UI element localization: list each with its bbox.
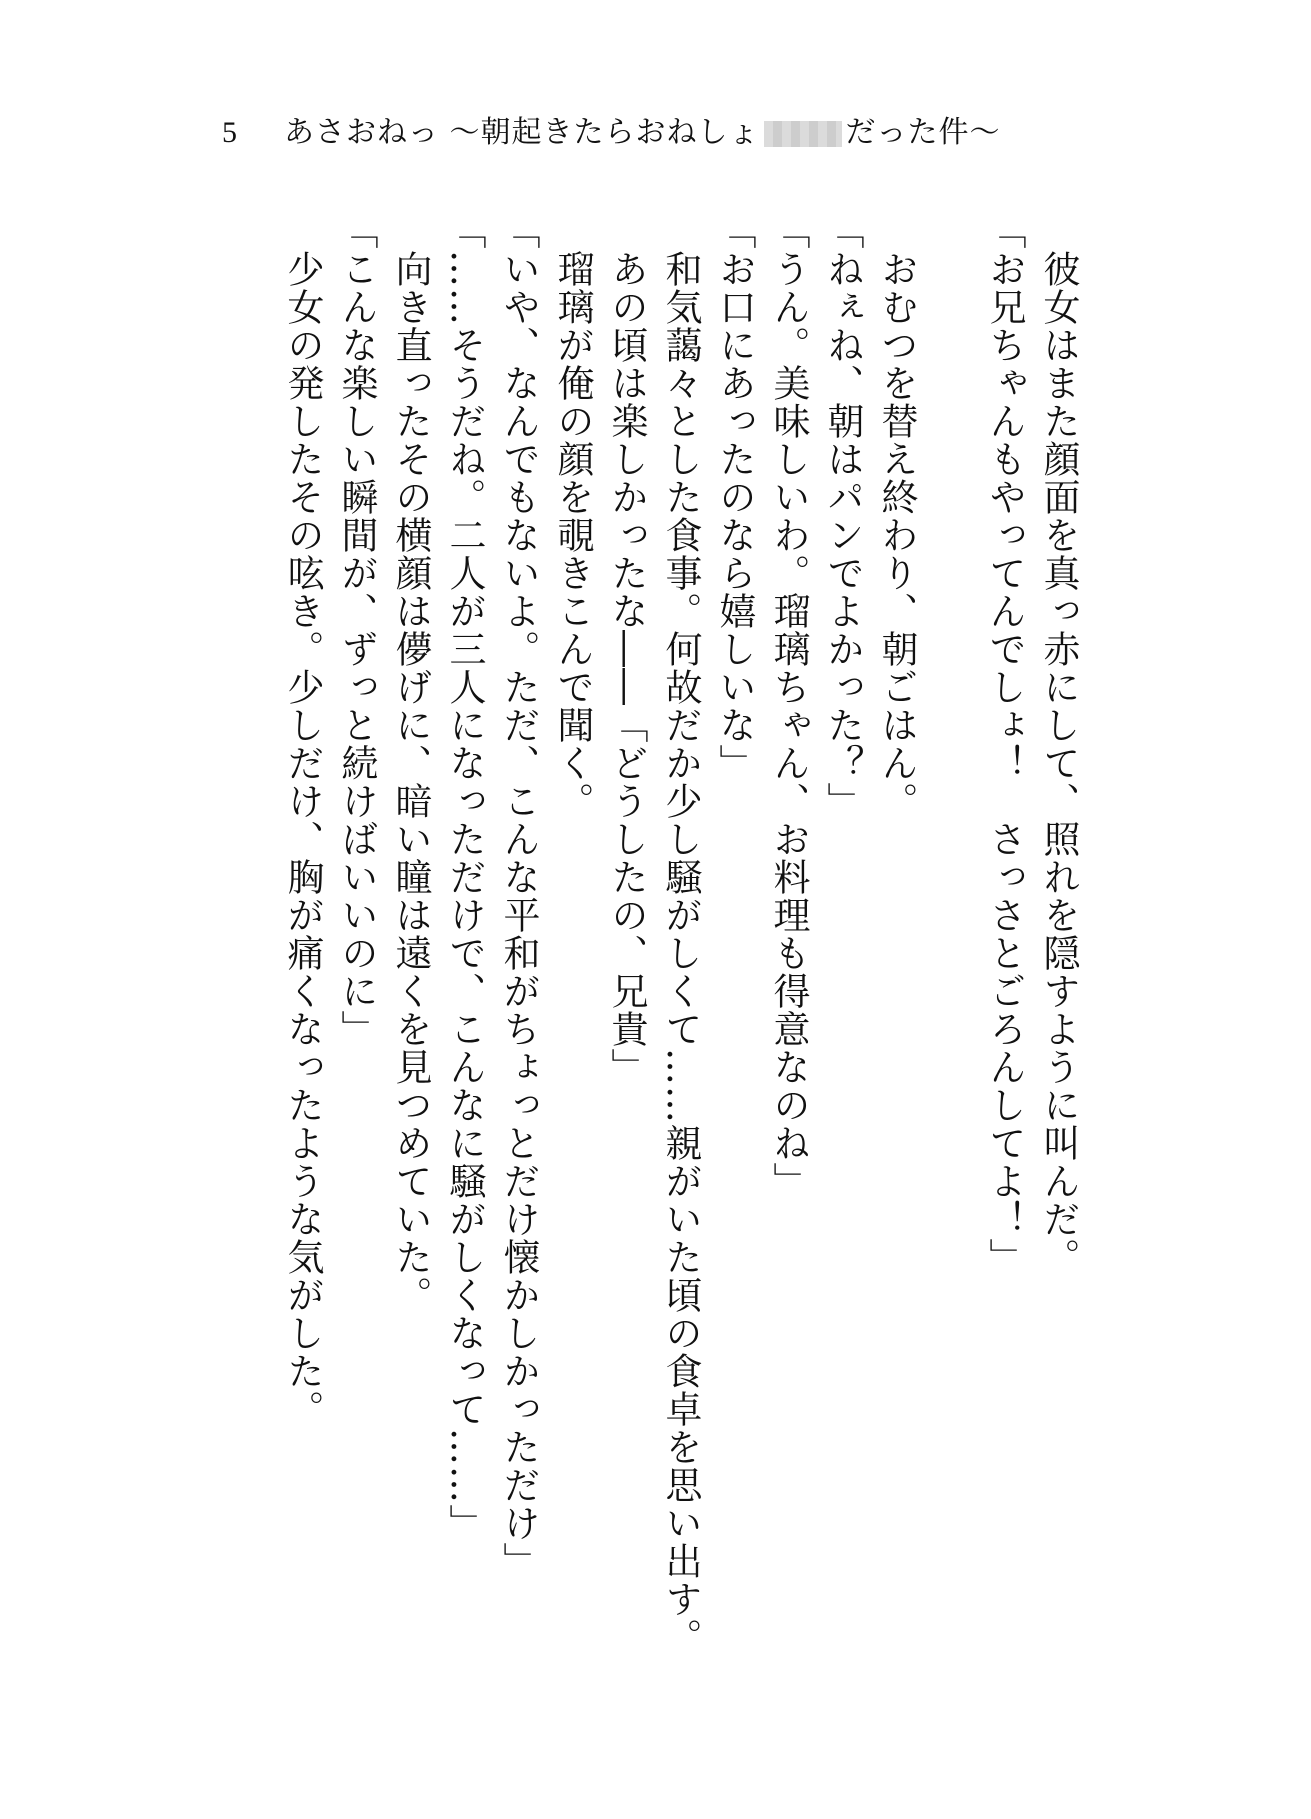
- vertical-body-text: [275, 212, 1085, 1692]
- book-title-part-1: あさおねっ 〜朝起きたらおねしょ: [284, 115, 760, 150]
- text-line: 「……そうだね。二人が三人になっただけで、こんなに騒がしくなって……」: [443, 212, 486, 1542]
- text-line: おむつを替え終わり、朝ごはん。: [875, 212, 918, 820]
- text-line: 「お兄ちゃんもやってんでしょ！ さっさとごろんしてよ！」: [983, 212, 1026, 1276]
- book-title: [284, 110, 1001, 156]
- text-line: 「いや、なんでもないよ。ただ、こんな平和がちょっとだけ懐かしかっただけ」: [497, 212, 540, 1580]
- text-line: 「ねぇね、朝はパンでよかった？」: [821, 212, 864, 820]
- text-line: 「こんな楽しい瞬間が、ずっと続けばいいのに」: [335, 212, 378, 1048]
- text-line: 瑠璃が俺の顔を覗きこんで聞く。: [551, 212, 594, 820]
- text-line: 彼女はまた顔面を真っ赤にして、照れを隠すように叫んだ。: [1037, 212, 1080, 1276]
- text-line: 向き直ったその横顔は儚げに、暗い瞳は遠くを見つめていた。: [389, 212, 432, 1314]
- text-line: 「お口にあったのなら嬉しいな」: [713, 212, 756, 782]
- censored-text-mosaic: [764, 121, 842, 147]
- book-title-part-2: だった件〜: [845, 115, 1001, 150]
- blank-line: [923, 212, 977, 1692]
- page-number: 5: [222, 116, 237, 149]
- page-header: [0, 110, 1311, 156]
- text-line: 和気藹々とした食事。何故だか少し騒がしくて……親がいた頃の食卓を思い出す。: [659, 212, 702, 1656]
- text-line: 少女の発したその呟き。少しだけ、胸が痛くなったような気がした。: [281, 212, 324, 1428]
- text-line: あの頃は楽しかったな――「どうしたの、兄貴」: [605, 212, 648, 1086]
- text-line: 「うん。美味しいわ。瑠璃ちゃん、お料理も得意なのね」: [767, 212, 810, 1200]
